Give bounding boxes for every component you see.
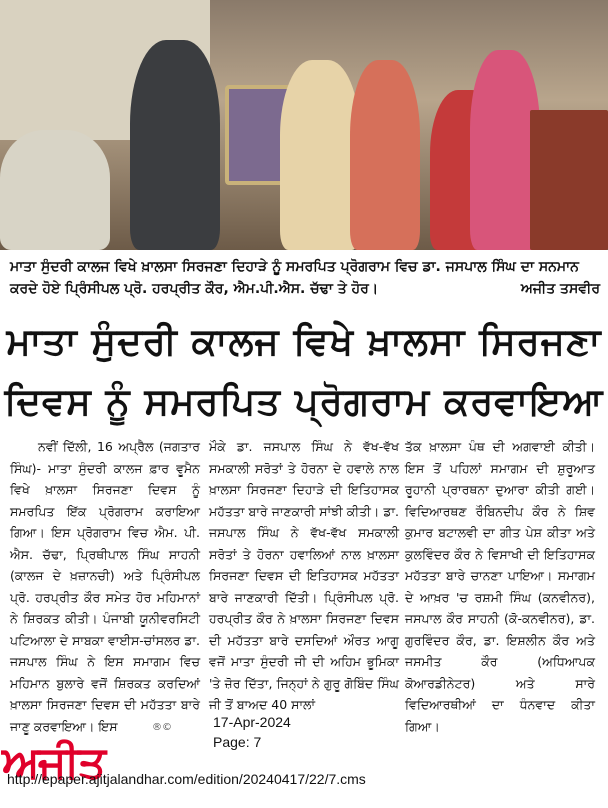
caption-text: ਮਾਤਾ ਸੁੰਦਰੀ ਕਾਲਜ ਵਿਖੇ ਖ਼ਾਲਸਾ ਸਿਰਜਣਾ ਦਿਹਾੜੇ ਨੂੰ ਸਮਰਪਿਤ ਪ੍ਰੋਗਰਾਮ ਵਿਚ ਡਾ. ਜਸਪਾਲ ਸਿੰਘ ਦਾ ਸਨਮਾਨ ਕਰਦੇ ਹੋਏ ਪ੍ਰਿੰਸੀਪਲ ਪ੍ਰੋ. ਹਰਪ੍ਰੀਤ ਕੌਰ, ਐਮ.ਪੀ.ਐਸ. ਚੱਢਾ ਤੇ ਹੋਰ। [10,259,579,297]
ajit-logo: ਅਜੀਤ [2,737,104,788]
article-column-3: ਤੱਕ ਖ਼ਾਲਸਾ ਪੰਥ ਦੀ ਅਗਵਾਈ ਕੀਤੀ। ਇਸ ਤੋਂ ਪਹਿਲਾਂ ਸਮਾਗਮ ਦੀ ਸ਼ੁਰੂਆਤ ਰੂਹਾਨੀ ਪ੍ਰਾਰਥਨਾ ਦੁਆਰਾ ਕੀਤੀ ਗਈ। ਵਿਦਿਆਰਥਣ ਰੌਬਿਨਦੀਪ ਕੌਰ ਨੇ ਸ਼ਿਵ ਕੁਮਾਰ ਬਟਾਲਵੀ ਦਾ ਗੀਤ ਪੇਸ਼ ਕੀਤਾ ਅਤੇ ਕੁਲਵਿੰਦਰ ਕੌਰ ਨੇ ਵਿਸਾਖੀ ਦੀ ਇਤਿਹਾਸਕ ਮਹੱਤਤਾ ਬਾਰੇ ਚਾਨਣਾ ਪਾਇਆ। ਸਮਾਗਮ ਦੇ ਆਖ਼ਰ 'ਚ ਰਸ਼ਮੀ ਸਿੰਘ (ਕਨਵੀਨਰ), ਜਸਪਾਲ ਕੌਰ ਸਾਹਨੀ (ਕੋ-ਕਨਵੀਨਰ), ਡਾ. ਗੁਰਵਿੰਦਰ ਕੌਰ, ਡਾ. ਇਸ਼ਲੀਨ ਕੌਰ ਅਤੇ ਜਸਮੀਤ ਕੌਰ (ਅਧਿਆਪਕ ਕੋਆਰਡੀਨੇਟਰ) ਅਤੇ ਸਾਰੇ ਵਿਦਿਆਰਥੀਆਂ ਦਾ ਧੰਨਵਾਦ ਕੀਤਾ ਗਿਆ। [405,439,595,734]
article-column-2: ਮੌਕੇ ਡਾ. ਜਸਪਾਲ ਸਿੰਘ ਨੇ ਵੱਖ-ਵੱਖ ਸਮਕਾਲੀ ਸਰੋਤਾਂ ਤੇ ਹੋਰਨਾ ਦੇ ਹਵਾਲੇ ਨਾਲ ਖ਼ਾਲਸਾ ਸਿਰਜਣਾ ਦਿਹਾੜੇ ਦੀ ਇਤਿਹਾਸਕ ਮਹੱਤਤਾ ਬਾਰੇ ਜਾਣਕਾਰੀ ਸਾਂਝੀ ਕੀਤੀ। ਡਾ. ਜਸਪਾਲ ਸਿੰਘ ਨੇ ਵੱਖ-ਵੱਖ ਸਮਕਾਲੀ ਸਰੋਤਾਂ ਤੇ ਹੋਰਨਾ ਹਵਾਲਿਆਂ ਨਾਲ ਖ਼ਾਲਸਾ ਸਿਰਜਣਾ ਦਿਵਸ ਦੀ ਇਤਿਹਾਸਕ ਮਹੱਤਤਾ ਬਾਰੇ ਜਾਣਕਾਰੀ ਦਿੱਤੀ। ਪ੍ਰਿੰਸੀਪਲ ਪ੍ਰੋ. ਹਰਪ੍ਰੀਤ ਕੌਰ ਨੇ ਖ਼ਾਲਸਾ ਸਿਰਜਣਾ ਦਿਵਸ ਦੀ ਮਹੱਤਤਾ ਬਾਰੇ ਦਸਦਿਆਂ ਔਰਤ ਆਗੂ ਵਜੋਂ ਮਾਤਾ ਸੁੰਦਰੀ ਜੀ ਦੀ ਅਹਿਮ ਭੂਮਿਕਾ 'ਤੇ ਜ਼ੋਰ ਦਿੱਤਾ, ਜਿਨ੍ਹਾਂ ਨੇ ਗੁਰੂ ਗੋਬਿੰਦ ਸਿੰਘ ਜੀ ਤੋਂ ਬਾਅਦ 40 ਸਾਲਾਂ [209,439,399,712]
person-shape [0,130,110,250]
podium-shape [530,110,608,250]
person-shape [280,60,360,250]
news-photo [0,0,608,250]
person-shape [350,60,420,250]
source-url[interactable]: http://epaper.ajitjalandhar.com/edition/20240417/22/7.cms [7,771,366,787]
person-shape [130,40,220,250]
photo-caption [10,256,600,300]
headline [0,312,608,432]
page-number: Page: 7 [213,734,262,750]
edition-date: 17-Apr-2024 [213,714,291,730]
headline-line-2: ਦਿਵਸ ਨੂੰ ਸਮਰਪਿਤ ਪ੍ਰੋਗਰਾਮ ਕਰਵਾਇਆ [4,380,604,423]
registered-mark: ®© [152,722,172,733]
photo-credit: ਅਜੀਤ ਤਸਵੀਰ [520,281,600,297]
article-column-1: ਨਵੀਂ ਦਿੱਲੀ, 16 ਅਪ੍ਰੈਲ (ਜਗਤਾਰ ਸਿੰਘ)- ਮਾਤਾ ਸੁੰਦਰੀ ਕਾਲਜ ਫ਼ਾਰ ਵੂਮੈਨ ਵਿਖੇ ਖ਼ਾਲਸਾ ਸਿਰਜਣਾ ਦਿਵਸ ਨੂੰ ਸਮਰਪਿਤ ਇੱਕ ਪ੍ਰੋਗਰਾਮ ਕਰਾਇਆ ਗਿਆ। ਇਸ ਪ੍ਰੋਗਰਾਮ ਵਿਚ ਐਮ. ਪੀ. ਐਸ. ਚੱਢਾ, ਪ੍ਰਿਥੀਪਾਲ ਸਿੰਘ ਸਾਹਨੀ (ਕਾਲਜ ਦੇ ਖ਼ਜ਼ਾਨਚੀ) ਅਤੇ ਪ੍ਰਿੰਸੀਪਲ ਪ੍ਰੋ. ਹਰਪ੍ਰੀਤ ਕੌਰ ਸਮੇਤ ਹੋਰ ਮਹਿਮਾਨਾਂ ਨੇ ਸ਼ਿਰਕਤ ਕੀਤੀ। ਪੰਜਾਬੀ ਯੂਨੀਵਰਸਿਟੀ ਪਟਿਆਲਾ ਦੇ ਸਾਬਕਾ ਵਾਈਸ-ਚਾਂਸਲਰ ਡਾ. ਜਸਪਾਲ ਸਿੰਘ ਨੇ ਇਸ ਸਮਾਗਮ ਵਿਚ ਮਹਿਮਾਨ ਬੁਲਾਰੇ ਵਜੋਂ ਸ਼ਿਰਕਤ ਕਰਦਿਆਂ ਖ਼ਾਲਸਾ ਸਿਰਜਣਾ ਦਿਵਸ ਦੀ ਮਹੱਤਤਾ ਬਾਰੇ ਜਾਣੂ ਕਰਵਾਇਆ। ਇਸ [10,439,200,734]
headline-line-1: ਮਾਤਾ ਸੁੰਦਰੀ ਕਾਲਜ ਵਿਖੇ ਖ਼ਾਲਸਾ ਸਿਰਜਣਾ [6,320,602,363]
